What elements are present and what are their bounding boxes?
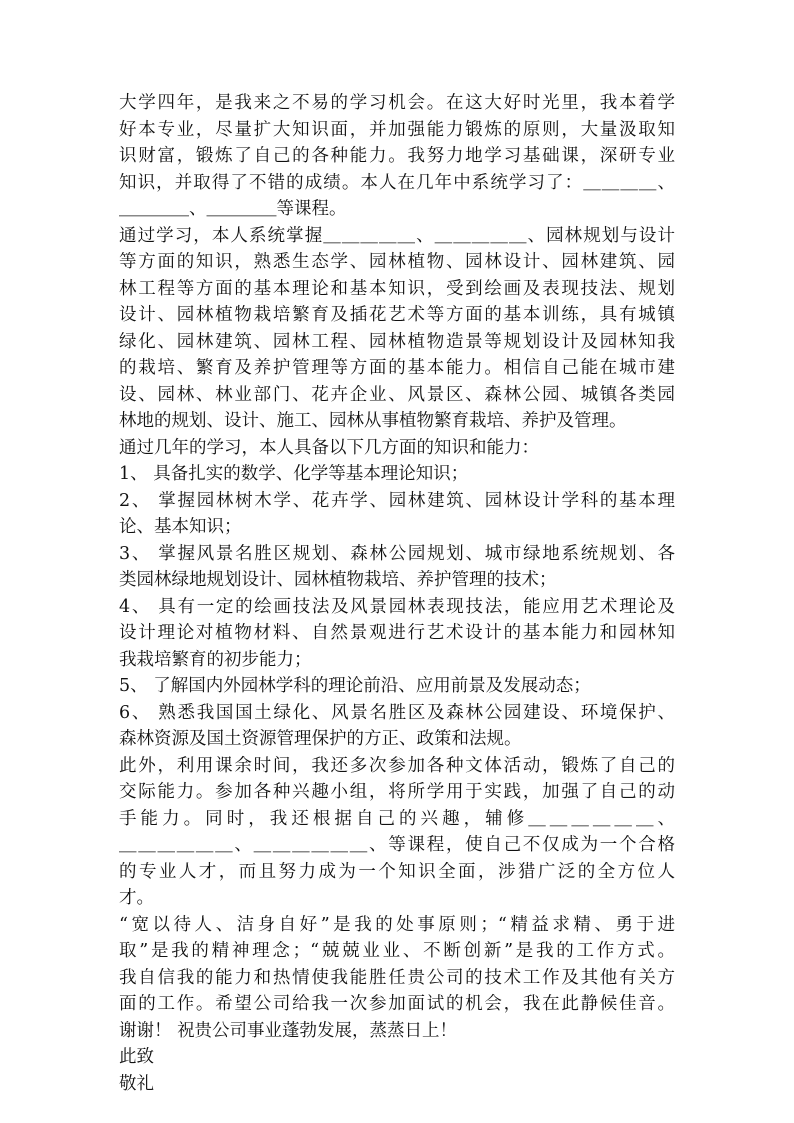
- paragraph: [119, 90, 675, 223]
- text-line: 识财富，锻炼了自己的各种能力。我努力地学习基础课，深研专业: [119, 146, 675, 166]
- paragraph: [119, 488, 675, 541]
- text-line: 绿化、园林建筑、园林工程、园林植物造景等规划设计及园林知我: [119, 331, 675, 352]
- text-line: 通过几年的学习，本人具备以下几方面的知识和能力：: [119, 437, 539, 458]
- text-line: 设计理论对植物材料、自然景观进行艺术设计的基本能力和园林知: [119, 623, 675, 643]
- paragraph: [119, 673, 675, 700]
- text-line: 6、 熟悉我国国土绿化、风景名胜区及森林公园建设、环境保护、: [119, 702, 675, 723]
- text-line: 通过学习，本人系统掌握＿＿＿＿＿、＿＿＿＿＿、园林规划与设计: [119, 225, 675, 246]
- text-line: 5、 了解国内外园林学科的理论前沿、应用前景及发展动态；: [119, 676, 591, 696]
- text-line: ＿＿＿＿＿＿、＿＿＿＿＿＿、等课程，使自己不仅成为一个合格: [119, 835, 675, 855]
- paragraph: [119, 435, 675, 462]
- paragraph: [119, 594, 675, 674]
- text-line: 谢谢！ 祝贵公司事业蓬勃发展，蒸蒸日上！: [119, 1020, 458, 1041]
- paragraph: [119, 461, 675, 488]
- text-line: 手能力。同时，我还根据自己的兴趣，辅修＿＿＿＿＿＿、: [119, 808, 675, 829]
- text-line: 好本专业，尽量扩大知识面，并加强能力锻炼的原则，大量汲取知: [119, 119, 675, 140]
- text-line: 的专业人才，而且努力成为一个知识全面，涉猎广泛的全方位人: [119, 861, 675, 882]
- paragraph: [119, 912, 675, 1045]
- text-line: 交际能力。参加各种兴趣小组，将所学用于实践，加强了自己的动: [119, 782, 675, 802]
- text-line: 1、 具备扎实的数学、化学等基本理论知识；: [119, 464, 469, 484]
- paragraph: [119, 1044, 675, 1071]
- text-line: 我自信我的能力和热情使我能胜任贵公司的技术工作及其他有关方: [119, 967, 675, 988]
- text-line: 知识，并取得了不错的成绩。本人在几年中系统学习了：＿＿＿＿、: [119, 172, 675, 193]
- text-line: 论、基本知识；: [119, 517, 242, 537]
- text-line: 的栽培、繁育及养护管理等方面的基本能力。相信自己能在城市建: [119, 358, 675, 378]
- text-line: 3、 掌握风景名胜区规划、森林公园规划、城市绿地系统规划、各: [119, 543, 675, 564]
- paragraph: [119, 223, 675, 435]
- text-line: 面的工作。希望公司给我一次参加面试的机会，我在此静候佳音。: [119, 994, 675, 1014]
- text-line: 敬礼: [119, 1073, 154, 1094]
- text-line: 等方面的知识，熟悉生态学、园林植物、园林设计、园林建筑、园: [119, 252, 675, 272]
- text-line: ＿＿＿＿、＿＿＿＿等课程。: [119, 199, 347, 219]
- text-line: 取”是我的精神理念；“兢兢业业、不断创新”是我的工作方式。: [119, 941, 675, 961]
- text-line: “宽以待人、洁身自好”是我的处事原则；“精益求精、勇于进: [119, 914, 675, 935]
- document-body: [119, 90, 675, 1097]
- text-line: 林地的规划、设计、施工、园林从事植物繁育栽培、养护及管理。: [119, 411, 627, 431]
- text-line: 设计、园林植物栽培繁育及插花艺术等方面的基本训练，具有城镇: [119, 305, 675, 325]
- text-line: 我栽培繁育的初步能力；: [119, 649, 312, 670]
- text-line: 4、 具有一定的绘画技法及风景园林表现技法，能应用艺术理论及: [119, 596, 675, 617]
- text-line: 设、园林、林业部门、花卉企业、风景区、森林公园、城镇各类园: [119, 384, 675, 405]
- text-line: 才。: [119, 888, 154, 908]
- text-line: 类园林绿地规划设计、园林植物栽培、养护管理的技术；: [119, 570, 557, 590]
- text-line: 大学四年，是我来之不易的学习机会。在这大好时光里，我本着学: [119, 93, 675, 113]
- text-line: 此外，利用课余时间，我还多次参加各种文体活动，锻炼了自己的: [119, 755, 675, 776]
- text-line: 此致: [119, 1047, 154, 1067]
- text-line: 2、 掌握园林树木学、花卉学、园林建筑、园林设计学科的基本理: [119, 490, 675, 511]
- text-line: 森林资源及国土资源管理保护的方正、政策和法规。: [119, 729, 522, 749]
- paragraph: [119, 700, 675, 753]
- paragraph: [119, 753, 675, 912]
- paragraph: [119, 541, 675, 594]
- paragraph: [119, 1071, 675, 1098]
- text-line: 林工程等方面的基本理论和基本知识，受到绘画及表现技法、规划: [119, 278, 675, 299]
